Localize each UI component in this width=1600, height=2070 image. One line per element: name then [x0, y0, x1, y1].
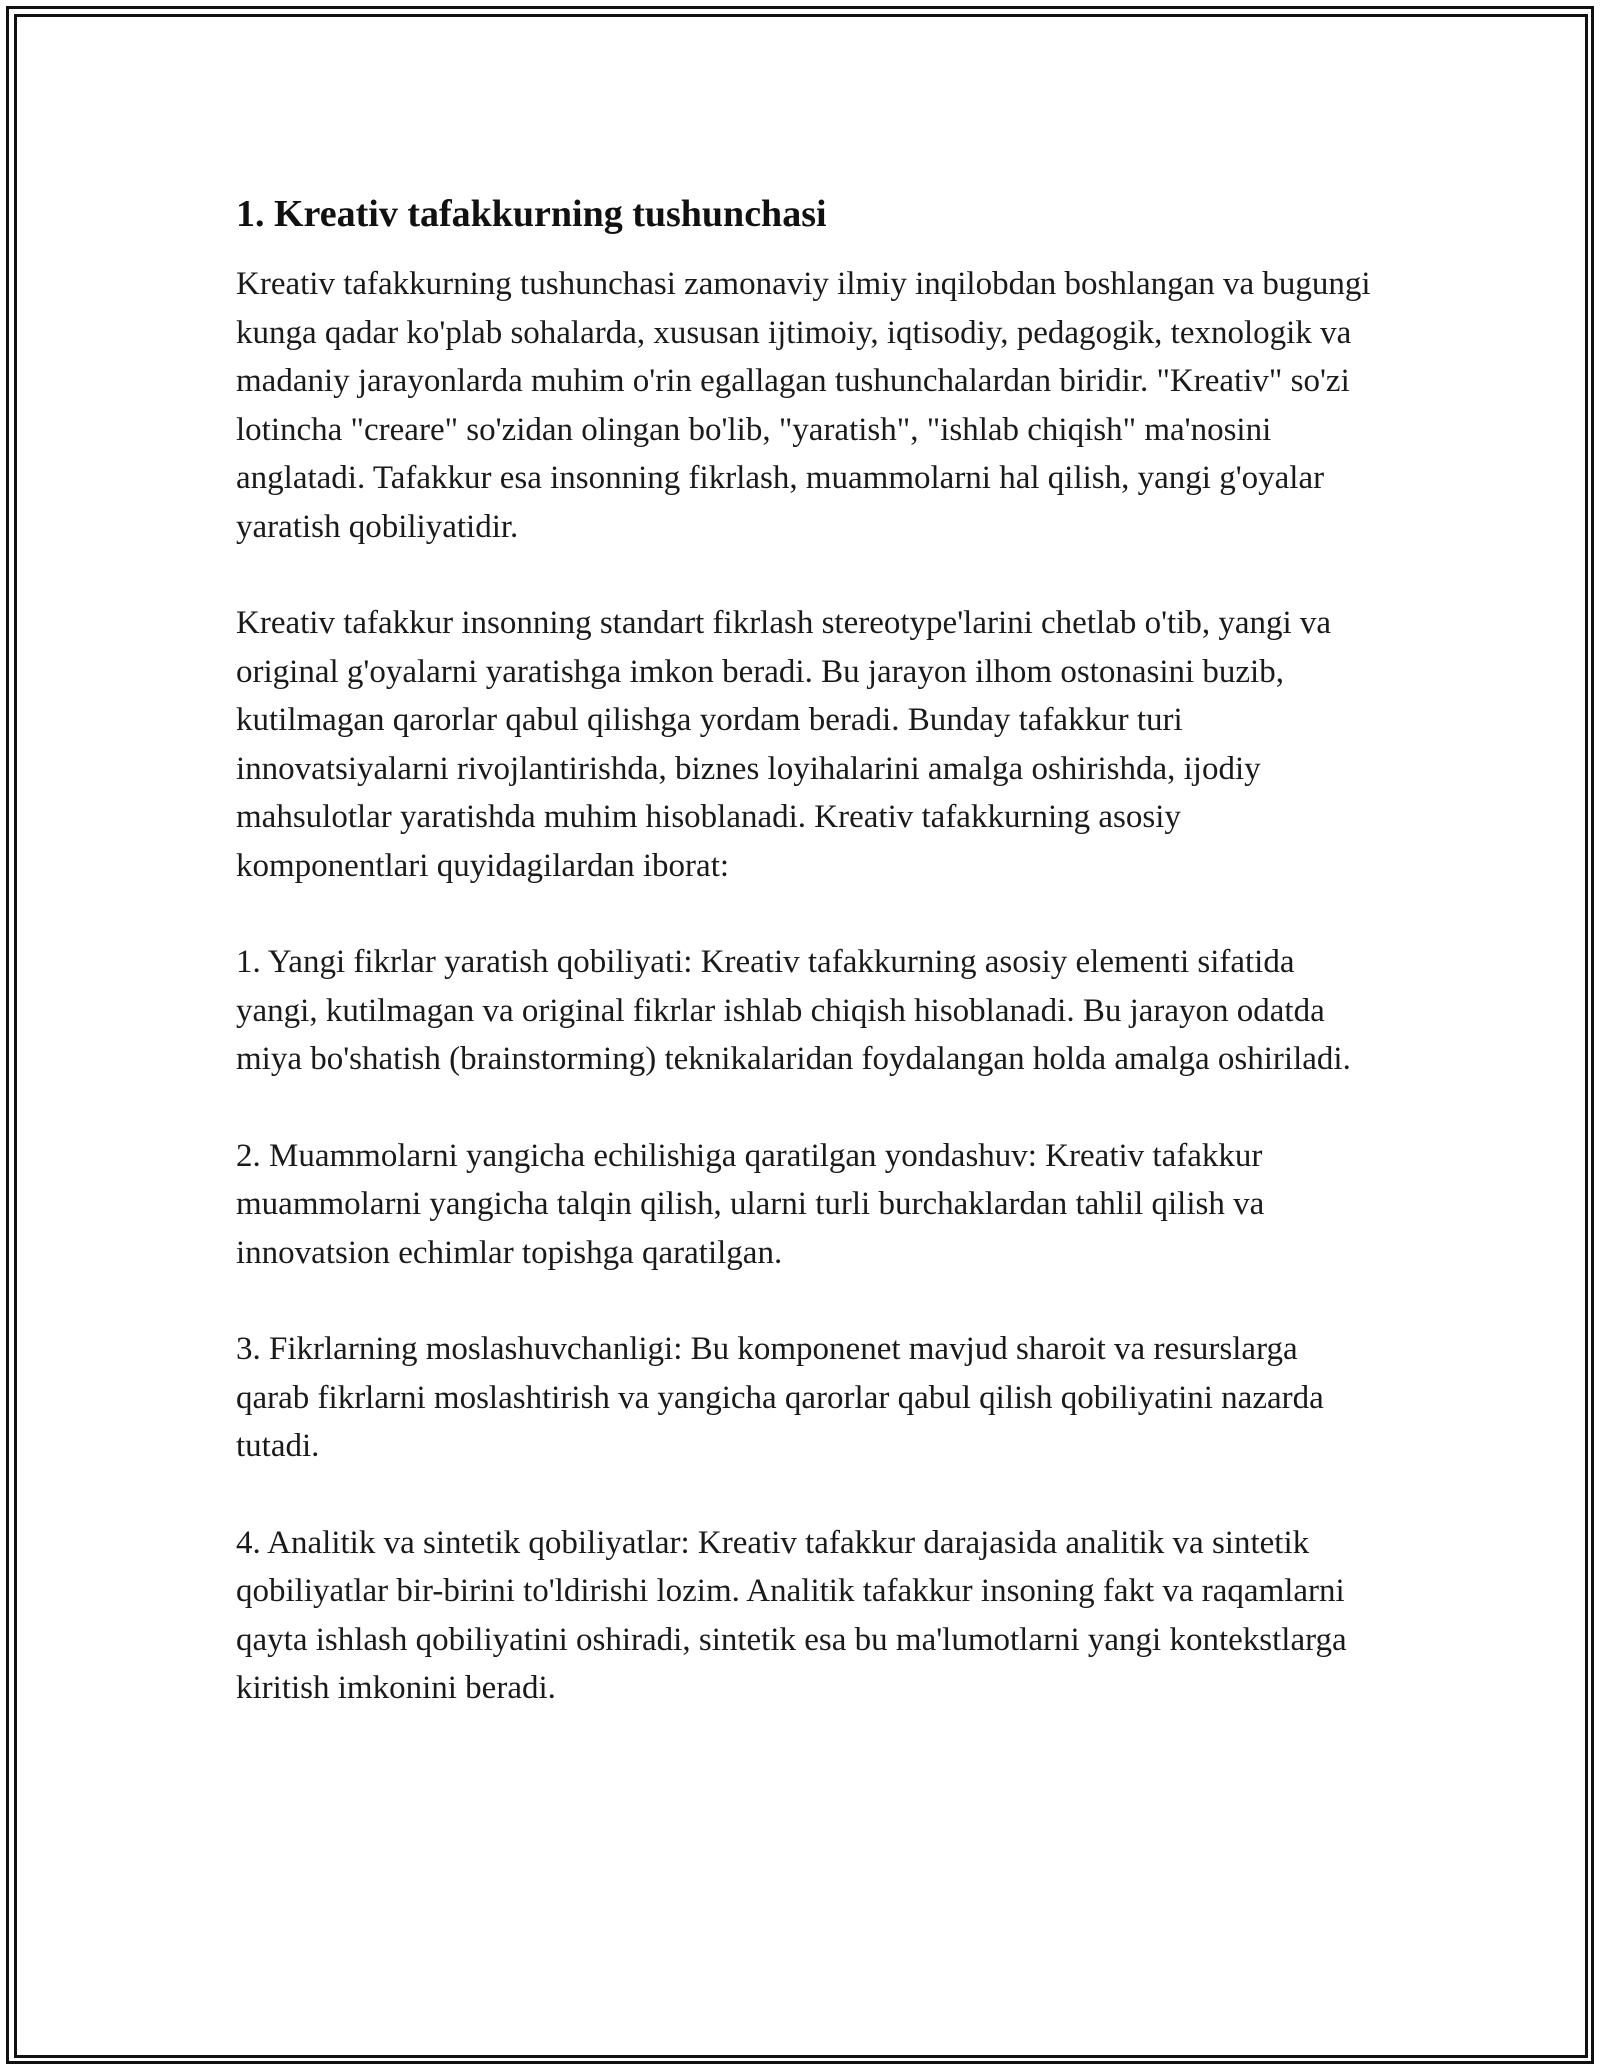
list-item-new-ideas: 1. Yangi fikrlar yaratish qobiliyati: Kreativ tafakkurning asosiy elementi sifatida yangi, kutilmagan va original fikrlar ishlab chiqish hisoblanadi. Bu jarayon odatda miya bo'shatish (brainstorming) teknikalaridan foydalangan holda amalga oshiriladi.	[236, 944, 1351, 1077]
document-body	[236, 190, 1376, 1761]
list-item-problem-approach: 2. Muammolarni yangicha echilishiga qaratilgan yondashuv: Kreativ tafakkur muammolarni yangicha talqin qilish, ularni turli burchaklardan tahlil qilish va innovatsion echimlar topishga qaratilgan.	[236, 1137, 1265, 1271]
paragraph-definition: Kreativ tafakkurning tushunchasi zamonaviy ilmiy inqilobdan boshlangan va bugungi kunga qadar ko'plab sohalarda, xususan ijtimoiy, iqtisodiy, pedagogik, texnologik va madaniy jarayonlarda muhim o'rin egallagan tushunchalardan biridir. "Kreativ" so'zi lotincha "creare" so'zidan olingan bo'lib, "yaratish", "ishlab chiqish" ma'nosini anglatadi. Tafakkur esa insonning fikrlash, muammolarni hal qilish, yangi g'oyalar yaratish qobiliyatidir.	[236, 266, 1371, 545]
document-title: 1. Kreativ tafakkurning tushunchasi	[236, 193, 827, 235]
list-item-analytic-synthetic: 4. Analitik va sintetik qobiliyatlar: Kreativ tafakkur darajasida analitik va sintetik qobiliyatlar bir-birini to'ldirishi lozim. Analitik tafakkur insoning fakt va raqamlarni qayta ishlash qobiliyatini oshiradi, sintetik esa bu ma'lumotlarni yangi kontekstlarga kiritish imkonini beradi.	[236, 1524, 1347, 1706]
list-item-flexibility: 3. Fikrlarning moslashuvchanligi: Bu komponenet mavjud sharoit va resurslarga qarab fikrlarni moslashtirish va yangicha qarorlar qabul qilish qobiliyatini nazarda tutadi.	[236, 1331, 1324, 1464]
paragraph-overview: Kreativ tafakkur insonning standart fikrlash stereotype'larini chetlab o'tib, yangi va original g'oyalarni yaratishga imkon beradi. Bu jarayon ilhom ostonasini buzib, kutilmagan qarorlar qabul qilishga yordam beradi. Bunday tafakkur turi innovatsiyalarni rivojlantirishda, biznes loyihalarini amalga oshirishda, ijodiy mahsulotlar yaratishda muhim hisoblanadi. Kreativ tafakkurning asosiy komponentlari quyidagilardan iborat:	[236, 605, 1332, 884]
